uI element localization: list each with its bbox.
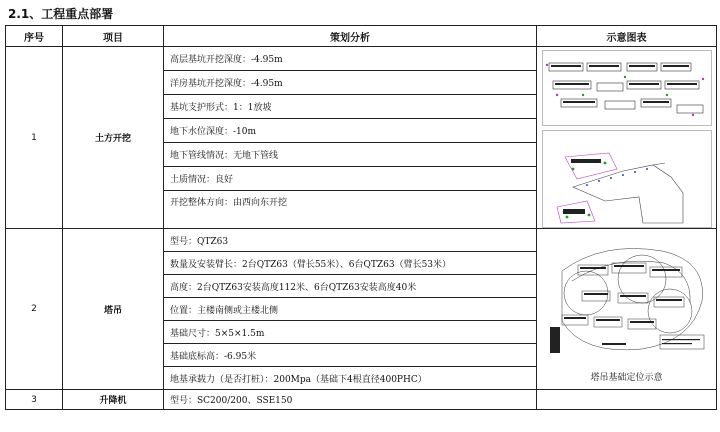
analysis-line: 型号：SC200/200、SSE150 [164,390,537,410]
analysis-line: 基坑支护形式：1：1放坡 [164,95,537,119]
analysis-line: 数量及安装臂长：2台QTZ63（臂长55米）、6台QTZ63（臂长53米） [164,252,537,275]
analysis-line: 土质情况：良好 [164,167,537,191]
analysis-line: 地下水位深度：-10m [164,119,537,143]
diagram-cell [537,47,717,229]
header-analysis: 策划分析 [164,26,537,47]
analysis-line: 开挖整体方向：由西向东开挖 [164,191,537,229]
analysis-line: 洋房基坑开挖深度：-4.95m [164,71,537,95]
row-seq: 2 [6,229,63,390]
tower-crane-layout-drawing-icon [542,231,712,367]
diagram-caption: 塔吊基础定位示意 [590,373,663,383]
header-diagram: 示意图表 [537,26,717,47]
analysis-line: 基础尺寸：5×5×1.5m [164,321,537,344]
analysis-line: 型号：QTZ63 [164,229,537,252]
analysis-line: 高度：2台QTZ63安装高度112米、6台QTZ63安装高度40米 [164,275,537,298]
analysis-line: 地下管线情况：无地下管线 [164,143,537,167]
excavation-plan-drawing-icon [542,130,712,228]
table-row [6,47,717,71]
row-item: 土方开挖 [63,47,164,229]
row-seq: 3 [6,390,63,410]
analysis-line: 基础底标高：-6.95米 [164,344,537,367]
analysis-line: 地基承载力（是否打桩）：200Mpa（基础下4根直径400PHC） [164,367,537,390]
table-row [6,390,717,410]
analysis-line: 高层基坑开挖深度：-4.95m [164,47,537,71]
table-row [6,229,717,252]
row-seq: 1 [6,47,63,229]
header-item: 项目 [63,26,164,47]
site-plan-drawing-icon [542,50,712,126]
plan-table [5,25,717,410]
diagram-cell [537,390,717,410]
table-header-row [6,26,717,47]
section-title: 2.1、工程重点部署 [8,7,114,21]
row-item: 升降机 [63,390,164,410]
analysis-line: 位置：主楼南侧或主楼北侧 [164,298,537,321]
header-seq: 序号 [6,26,63,47]
row-item: 塔吊 [63,229,164,390]
diagram-cell [537,229,717,390]
